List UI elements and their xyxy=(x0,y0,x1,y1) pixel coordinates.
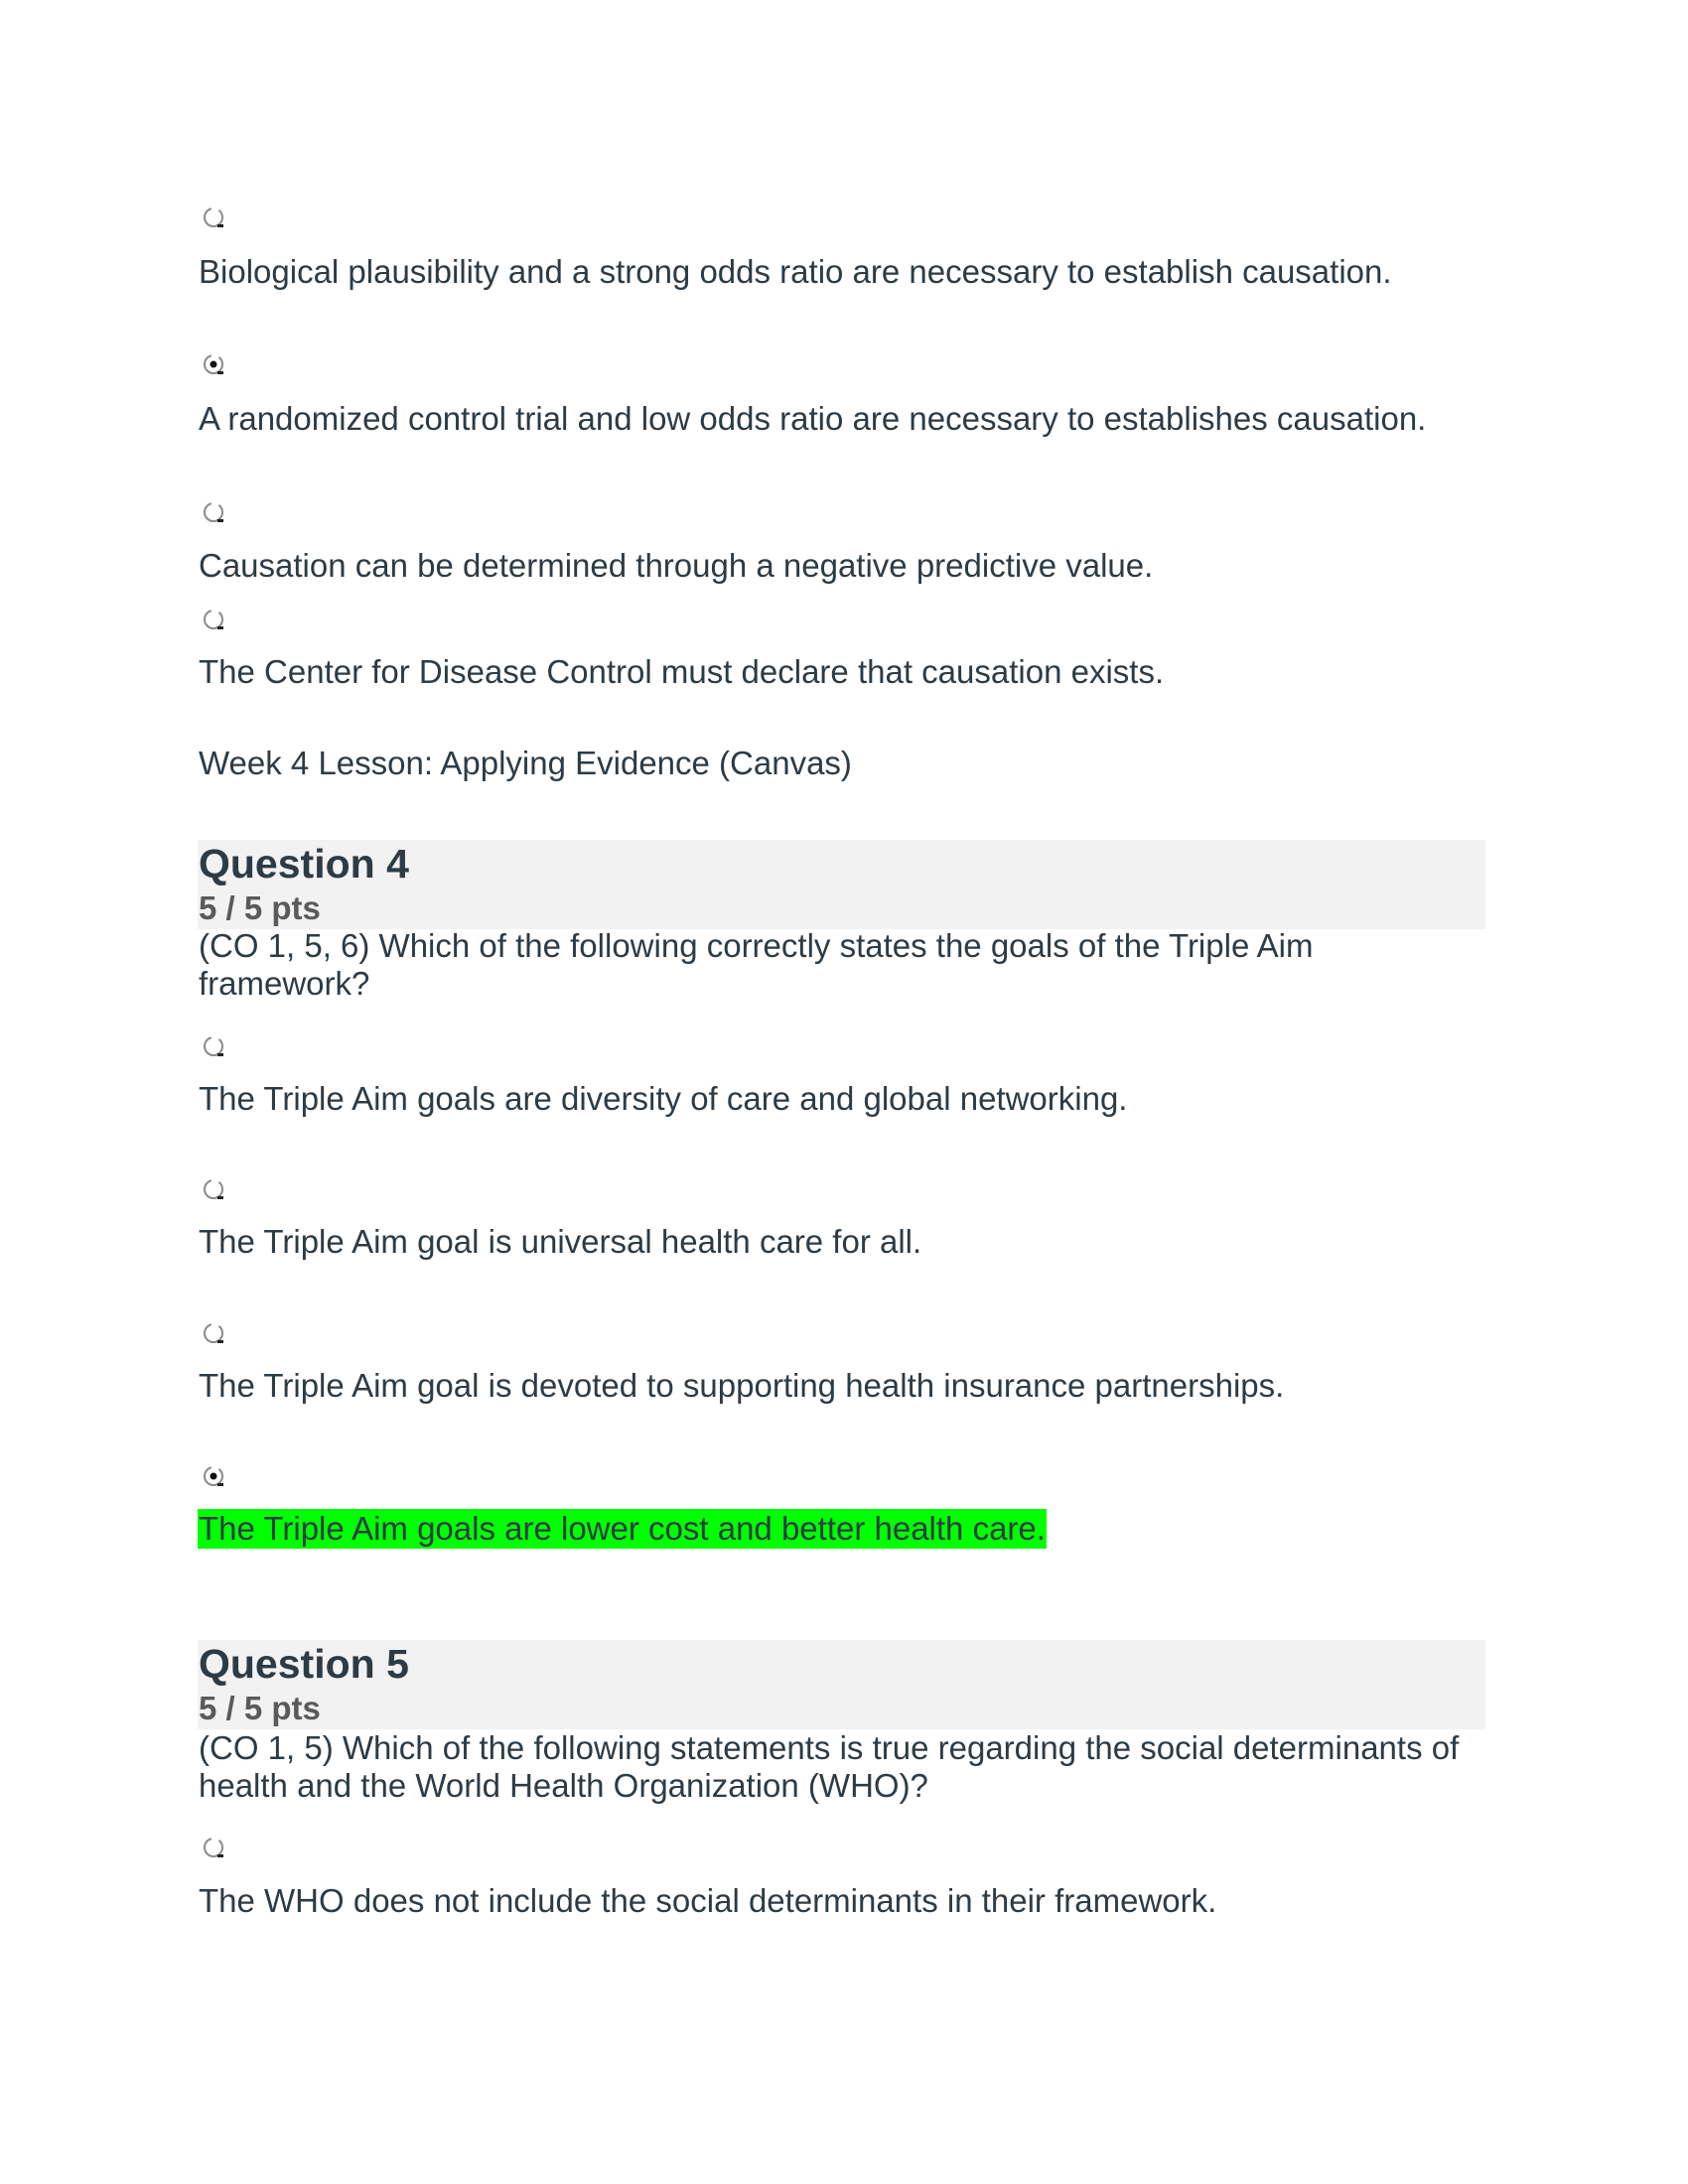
question-5-points: 5 / 5 pts xyxy=(199,1690,321,1726)
question-4-points: 5 / 5 pts xyxy=(199,889,321,926)
q3-option-1-text: Biological plausibility and a strong odds ratio are necessary to establish causation. xyxy=(199,253,1392,290)
question-4-text: (CO 1, 5, 6) Which of the following correctly states the goals of the Triple Aim framework? xyxy=(199,927,1314,1002)
q3-option-4-radio-icon[interactable] xyxy=(201,607,228,634)
q4-option-1-radio-icon[interactable] xyxy=(201,1033,228,1061)
q3-option-3-radio-icon[interactable] xyxy=(201,499,228,527)
q4-option-3-radio-icon[interactable] xyxy=(201,1320,228,1348)
question-4-title: Question 4 xyxy=(199,841,409,887)
q3-option-2-text: A randomized control trial and low odds ratio are necessary to establishes causation. xyxy=(199,400,1427,437)
q4-option-4-radio-icon[interactable] xyxy=(201,1463,228,1491)
question-5-title: Question 5 xyxy=(199,1641,409,1687)
q4-option-2-radio-icon[interactable] xyxy=(201,1176,228,1204)
q3-option-3-text: Causation can be determined through a negative predictive value. xyxy=(199,547,1154,584)
lesson-label: Week 4 Lesson: Applying Evidence (Canvas) xyxy=(199,745,852,781)
q5-option-1-radio-icon[interactable] xyxy=(201,1835,228,1862)
q3-option-2-radio-icon[interactable] xyxy=(201,351,228,379)
q4-option-3-text: The Triple Aim goal is devoted to supporting health insurance partnerships. xyxy=(199,1367,1285,1404)
q4-option-2-text: The Triple Aim goal is universal health care for all. xyxy=(199,1223,922,1260)
q5-option-1-text: The WHO does not include the social determinants in their framework. xyxy=(199,1882,1217,1919)
q4-option-1-text: The Triple Aim goals are diversity of care and global networking. xyxy=(199,1080,1128,1117)
q3-option-1-radio-icon[interactable] xyxy=(201,205,228,232)
question-5-text: (CO 1, 5) Which of the following statements is true regarding the social determinants of health and the World Health Organization (WHO)? xyxy=(199,1729,1460,1804)
q4-option-4-text-highlighted: The Triple Aim goals are lower cost and better health care. xyxy=(199,1510,1046,1547)
q3-option-4-text: The Center for Disease Control must declare that causation exists. xyxy=(199,653,1165,690)
